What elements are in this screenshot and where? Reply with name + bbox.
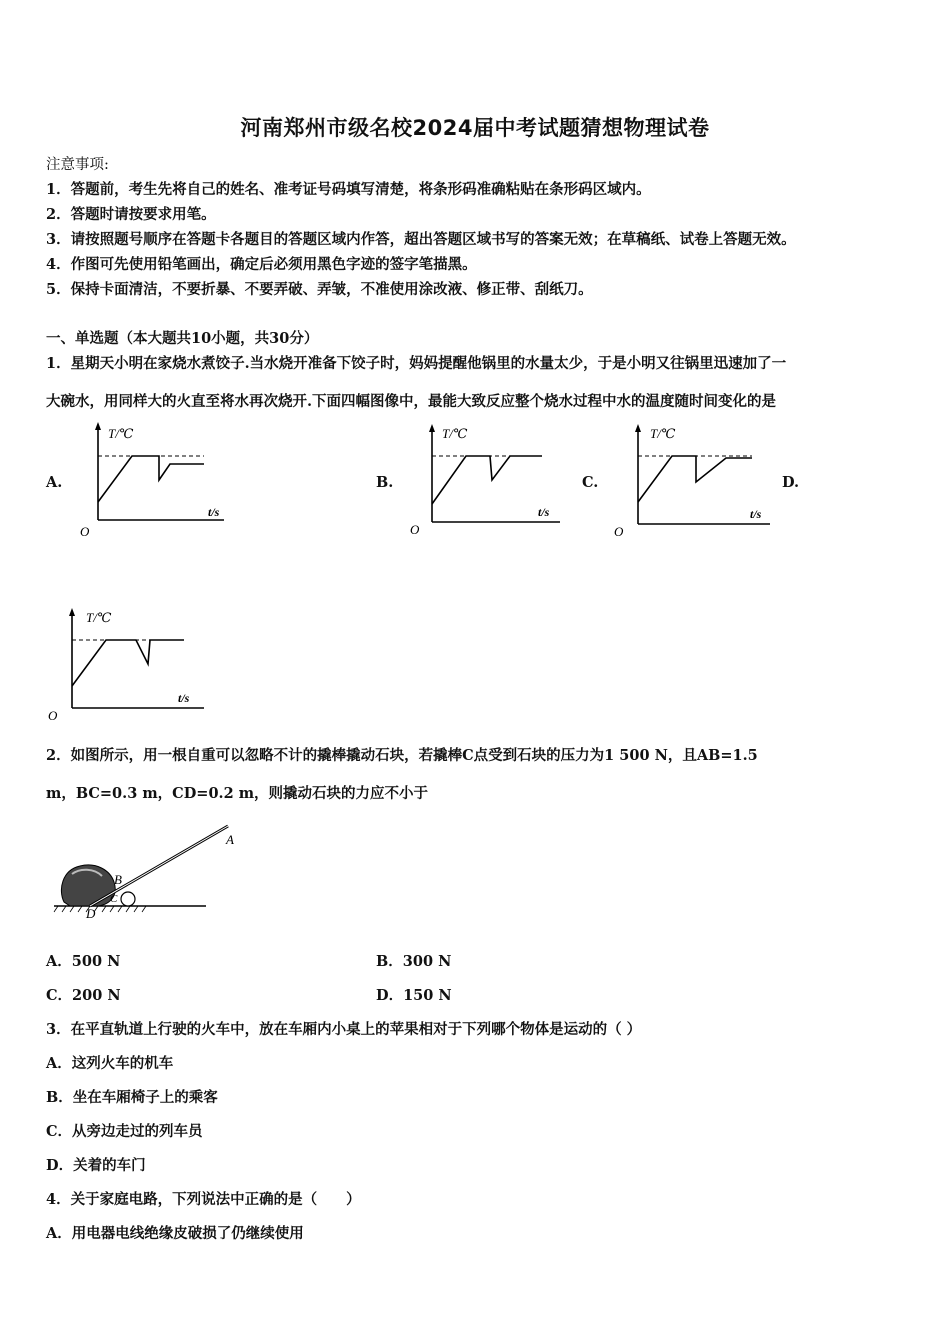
q2-option-c[interactable]: C．200 N bbox=[46, 987, 121, 1004]
q1-graph-a bbox=[74, 420, 234, 545]
q2-option-b[interactable]: B．300 N bbox=[376, 953, 452, 970]
q2-lever-figure bbox=[50, 820, 250, 920]
point-c-label: C bbox=[110, 893, 118, 905]
q3-option-a[interactable]: A．这列火车的机车 bbox=[46, 1055, 174, 1072]
q4-option-a[interactable]: A．用电器电线绝缘皮破损了仍继续使用 bbox=[46, 1225, 304, 1242]
q1-graph-b bbox=[404, 420, 564, 545]
q1-graph-c bbox=[610, 420, 775, 545]
q3-option-c[interactable]: C．从旁边走过的列车员 bbox=[46, 1123, 203, 1140]
q2-stem-line1: 2．如图所示，用一根自重可以忽略不计的撬棒撬动石块，若撬棒C点受到石块的压力为1 500 N，且AB=1.5 bbox=[46, 747, 758, 764]
q3-option-d[interactable]: D．关着的车门 bbox=[46, 1157, 146, 1174]
notes-heading: 注意事项: bbox=[46, 157, 109, 173]
y-axis-label: T/℃ bbox=[442, 426, 468, 441]
origin-label: O bbox=[48, 708, 58, 723]
origin-label: O bbox=[410, 522, 420, 537]
note-item-1: 1．答题前，考生先将自己的姓名、准考证号码填写清楚，将条形码准确粘贴在条形码区域内。 bbox=[46, 181, 651, 198]
x-axis-label: t/s bbox=[208, 505, 220, 519]
q3-option-b[interactable]: B．坐在车厢椅子上的乘客 bbox=[46, 1089, 218, 1106]
q1-stem-line2: 大碗水，用同样大的火直至将水再次烧开.下面四幅图像中，最能大致反应整个烧水过程中水的温度随时间变化的是 bbox=[46, 393, 777, 410]
note-item-5: 5．保持卡面清洁，不要折暴、不要弄破、弄皱，不准使用涂改液、修正带、刮纸刀。 bbox=[46, 281, 593, 298]
q1-option-b-label: B. bbox=[376, 474, 394, 491]
point-a-label: A bbox=[226, 832, 234, 847]
y-axis-label: T/℃ bbox=[86, 610, 112, 625]
q1-option-d-label: D. bbox=[782, 474, 800, 491]
note-item-2: 2．答题时请按要求用笔。 bbox=[46, 206, 216, 223]
q1-graph-d bbox=[44, 604, 214, 724]
q2-stem-line2: m，BC=0.3 m，CD=0.2 m，则撬动石块的力应不小于 bbox=[46, 785, 429, 802]
page-title: 河南郑州市级名校2024届中考试题猜想物理试卷 bbox=[240, 116, 710, 140]
q2-option-d[interactable]: D．150 N bbox=[376, 987, 452, 1004]
q1-option-c-label: C. bbox=[582, 474, 599, 491]
origin-label: O bbox=[80, 524, 90, 539]
note-item-4: 4．作图可先使用铅笔画出，确定后必须用黑色字迹的签字笔描黑。 bbox=[46, 256, 477, 273]
point-b-label: B bbox=[114, 872, 122, 887]
q1-option-a-label: A. bbox=[46, 474, 63, 491]
q4-stem: 4．关于家庭电路，下列说法中正确的是（ ） bbox=[46, 1191, 361, 1208]
q1-stem-line1: 1．星期天小明在家烧水煮饺子.当水烧开准备下饺子时，妈妈提醒他锅里的水量太少，于是小明又往锅里迅速加了一 bbox=[46, 355, 787, 372]
y-axis-label: T/℃ bbox=[650, 426, 676, 441]
q3-stem: 3．在平直轨道上行驶的火车中，放在车厢内小桌上的苹果相对于下列哪个物体是运动的（ ） bbox=[46, 1021, 642, 1038]
q2-option-a[interactable]: A．500 N bbox=[46, 953, 121, 970]
origin-label: O bbox=[614, 524, 624, 539]
x-axis-label: t/s bbox=[750, 507, 762, 521]
note-item-3: 3．请按照题号顺序在答题卡各题目的答题区域内作答，超出答题区域书写的答案无效；在草稿纸、试卷上答题无效。 bbox=[46, 231, 796, 248]
x-axis-label: t/s bbox=[538, 505, 550, 519]
y-axis-label: T/℃ bbox=[108, 426, 134, 441]
point-d-label: D bbox=[86, 906, 96, 920]
section-heading: 一、单选题（本大题共10小题，共30分） bbox=[46, 330, 319, 347]
x-axis-label: t/s bbox=[178, 691, 190, 705]
